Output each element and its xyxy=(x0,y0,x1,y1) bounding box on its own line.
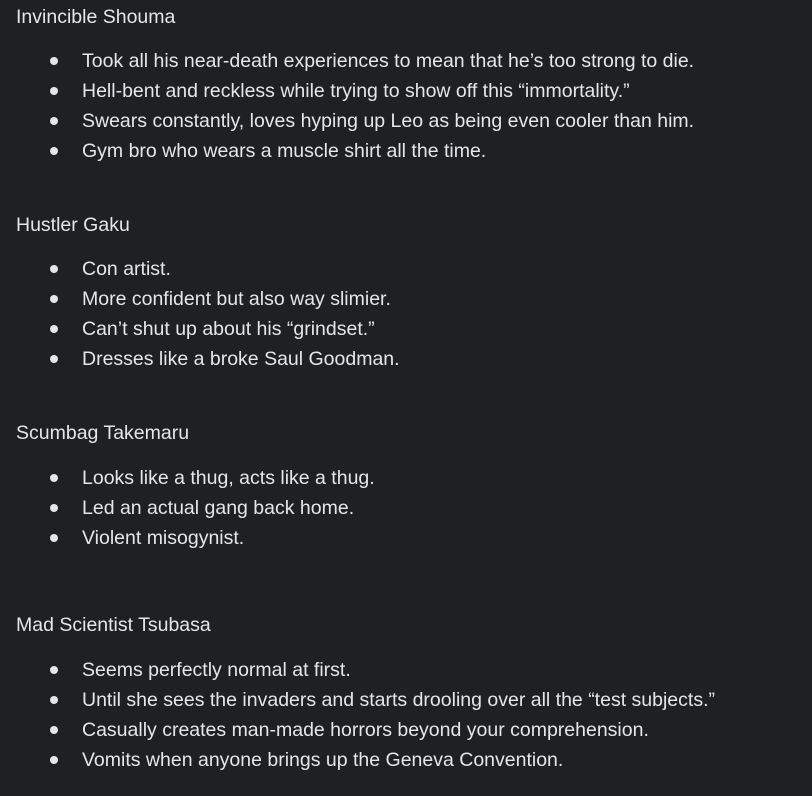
bullet-list xyxy=(16,46,806,166)
section-heading: Scumbag Takemaru xyxy=(16,422,190,444)
bullet-icon xyxy=(50,325,58,333)
list-item xyxy=(16,493,806,523)
list-item-text: Hell-bent and reckless while trying to show off this “immortality.” xyxy=(82,80,630,102)
list-item-text: Gym bro who wears a muscle shirt all the time. xyxy=(82,140,487,162)
bullet-icon xyxy=(50,87,58,95)
list-item-text: Looks like a thug, acts like a thug. xyxy=(82,467,375,489)
list-item xyxy=(16,46,806,76)
bullet-icon xyxy=(50,534,58,542)
bullet-icon xyxy=(50,474,58,482)
section-heading: Hustler Gaku xyxy=(16,214,130,236)
bullet-list xyxy=(16,254,806,374)
list-item-text: More confident but also way slimier. xyxy=(82,288,391,310)
list-item-text: Vomits when anyone brings up the Geneva Convention. xyxy=(82,749,564,771)
list-item-text: Led an actual gang back home. xyxy=(82,497,355,519)
list-item-text: Violent misogynist. xyxy=(82,527,245,549)
list-item-text: Dresses like a broke Saul Goodman. xyxy=(82,348,400,370)
list-item xyxy=(16,106,806,136)
list-item-text: Seems perfectly normal at first. xyxy=(82,659,351,681)
bullet-icon xyxy=(50,696,58,704)
character-section-gaku xyxy=(16,213,806,374)
bullet-icon xyxy=(50,756,58,764)
bullet-icon xyxy=(50,666,58,674)
bullet-icon xyxy=(50,147,58,155)
list-item xyxy=(16,76,806,106)
list-item xyxy=(16,344,806,374)
list-item xyxy=(16,523,806,553)
bullet-icon xyxy=(50,355,58,363)
list-item xyxy=(16,314,806,344)
list-item xyxy=(16,136,806,166)
bullet-list xyxy=(16,463,806,553)
bullet-icon xyxy=(50,117,58,125)
bullet-icon xyxy=(50,265,58,273)
list-item xyxy=(16,284,806,314)
list-item-text: Can’t shut up about his “grindset.” xyxy=(82,318,375,340)
list-item-text: Casually creates man-made horrors beyond your comprehension. xyxy=(82,719,649,741)
list-item xyxy=(16,463,806,493)
list-item xyxy=(16,254,806,284)
list-item-text: Con artist. xyxy=(82,258,171,280)
list-item xyxy=(16,685,806,715)
bullet-icon xyxy=(50,504,58,512)
list-item-text: Swears constantly, loves hyping up Leo as being even cooler than him. xyxy=(82,110,695,132)
bullet-icon xyxy=(50,57,58,65)
character-section-shouma xyxy=(16,5,806,166)
section-heading: Mad Scientist Tsubasa xyxy=(16,614,211,636)
list-item-text: Took all his near-death experiences to mean that he’s too strong to die. xyxy=(82,50,695,72)
section-heading: Invincible Shouma xyxy=(16,6,176,28)
bullet-list xyxy=(16,655,806,775)
list-item xyxy=(16,715,806,745)
list-item-text: Until she sees the invaders and starts drooling over all the “test subjects.” xyxy=(82,689,715,711)
bullet-icon xyxy=(50,726,58,734)
list-item xyxy=(16,655,806,685)
list-item xyxy=(16,745,806,775)
character-section-tsubasa xyxy=(16,613,806,775)
character-section-takemaru xyxy=(16,421,806,553)
bullet-icon xyxy=(50,295,58,303)
